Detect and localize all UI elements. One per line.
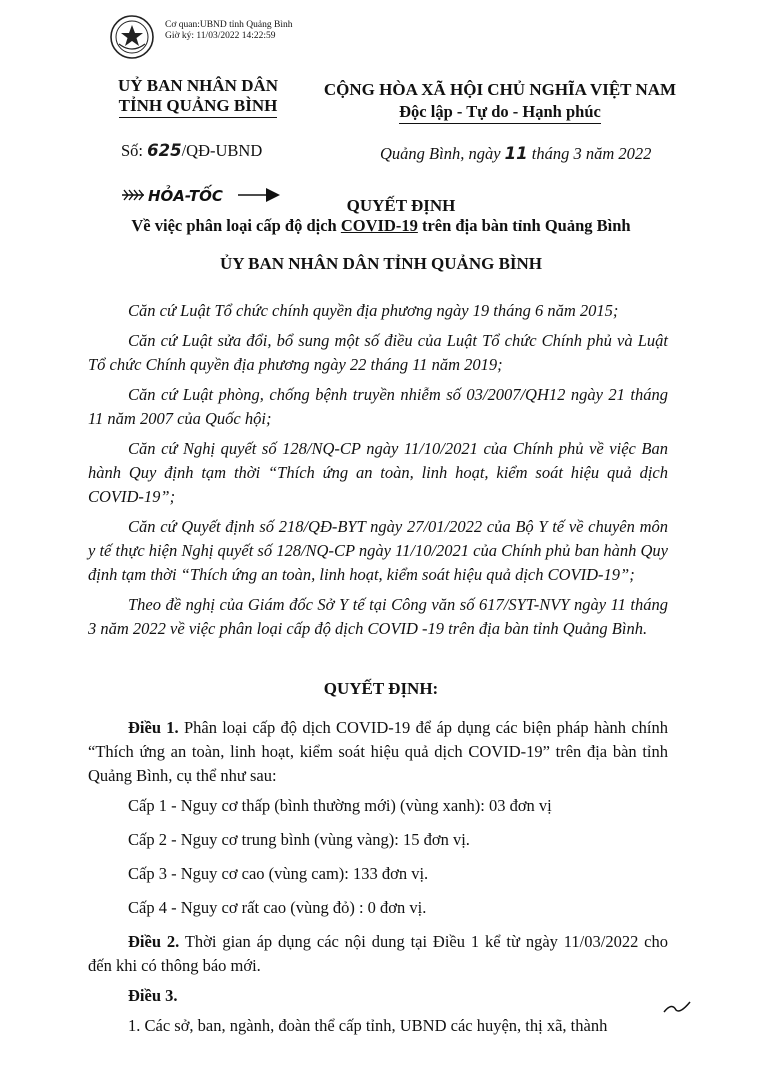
subject-underlined: COVID-19 bbox=[340, 216, 418, 235]
signature-agency: Cơ quan:UBND tỉnh Quảng Bình bbox=[165, 20, 293, 30]
number-prefix: Số: bbox=[121, 141, 148, 160]
preamble-item: Căn cứ Luật sửa đổi, bổ sung một số điều của Luật Tổ chức Chính phủ và Luật Tổ chức Chính quyền địa phương ngày 22 tháng 11 năm 2019; bbox=[88, 331, 668, 374]
digital-signature-info bbox=[165, 20, 292, 42]
date-before: Quảng Bình, ngày bbox=[380, 144, 505, 163]
article-3-item-1: 1. Các sở, ban, ngành, đoàn thể cấp tỉnh, UBND các huyện, thị xã, thành bbox=[128, 1016, 608, 1035]
article-1-label: Điều 1. bbox=[128, 718, 179, 737]
national-motto: Độc lập - Tự do - Hạnh phúc bbox=[399, 102, 601, 124]
date-handwritten: 11 bbox=[504, 144, 528, 163]
issuer-line-1: UỶ BAN NHÂN DÂN bbox=[117, 76, 279, 95]
preamble-item: Căn cứ Luật phòng, chống bệnh truyền nhiễm số 03/2007/QH12 ngày 21 tháng 11 năm 2007 của Quốc hội; bbox=[88, 385, 668, 428]
preamble-item: Căn cứ Quyết định số 218/QĐ-BYT ngày 27/01/2022 của Bộ Y tế về chuyên môn y tế thực hiện Nghị quyết số 128/NQ-CP ngày 11/10/2021 của Chính phủ ban hành Quy định tạm thời “Thích ứng an toàn, linh hoạt, kiểm soát hiệu quả dịch COVID-19”; bbox=[88, 517, 668, 584]
issuer-line-2: TỈNH QUẢNG BÌNH bbox=[119, 96, 278, 118]
subject-before: Về việc phân loại cấp độ dịch bbox=[131, 216, 341, 235]
preamble bbox=[88, 299, 668, 647]
subject-after: trên địa bàn tỉnh Quảng Bình bbox=[417, 216, 631, 235]
preamble-item: Theo đề nghị của Giám đốc Sở Y tế tại Công văn số 617/SYT-NVY ngày 11 tháng 3 năm 2022 về việc phân loại cấp độ dịch COVID -19 trên địa bàn tỉnh Quảng Bình. bbox=[88, 595, 668, 638]
document-date bbox=[380, 144, 651, 164]
date-after: tháng 3 năm 2022 bbox=[527, 144, 652, 163]
level-item: Cấp 4 - Nguy cơ rất cao (vùng đỏ) : 0 đơn vị. bbox=[128, 898, 427, 917]
level-item: Cấp 1 - Nguy cơ thấp (bình thường mới) (vùng xanh): 03 đơn vị bbox=[128, 796, 552, 815]
initial-mark bbox=[662, 998, 694, 1016]
national-header bbox=[305, 80, 695, 124]
signature-time: Giờ ký: 11/03/2022 14:22:59 bbox=[165, 31, 276, 41]
number-handwritten: 625 bbox=[147, 141, 182, 160]
articles bbox=[88, 716, 668, 1044]
national-title: CỘNG HÒA XÃ HỘI CHỦ NGHĨA VIỆT NAM bbox=[323, 80, 677, 99]
issuing-authority: ỦY BAN NHÂN DÂN TỈNH QUẢNG BÌNH bbox=[219, 254, 543, 273]
article-3-label: Điều 3. bbox=[128, 986, 178, 1005]
decision-heading: QUYẾT ĐỊNH: bbox=[323, 679, 439, 698]
national-emblem-seal bbox=[109, 14, 155, 60]
document-number bbox=[121, 141, 262, 161]
article-1 bbox=[88, 716, 668, 788]
issuer-header bbox=[108, 76, 288, 118]
urgent-stamp-text: HỎA-TỐC bbox=[148, 187, 223, 205]
level-item: Cấp 2 - Nguy cơ trung bình (vùng vàng): 15 đơn vị. bbox=[128, 830, 470, 849]
document-subject bbox=[0, 216, 762, 236]
preamble-item: Căn cứ Nghị quyết số 128/NQ-CP ngày 11/10/2021 của Chính phủ về việc Ban hành Quy định tạm thời “Thích ứng an toàn, linh hoạt, kiểm soát hiệu quả dịch COVID-19”; bbox=[88, 439, 668, 506]
article-1-text: Phân loại cấp độ dịch COVID-19 để áp dụng các biện pháp hành chính “Thích ứng an toàn, linh hoạt, kiểm soát hiệu quả dịch COVID-19” trên địa bàn tỉnh Quảng Bình, cụ thể như sau: bbox=[88, 718, 669, 785]
level-item: Cấp 3 - Nguy cơ cao (vùng cam): 133 đơn vị. bbox=[128, 864, 429, 883]
document-type: QUYẾT ĐỊNH bbox=[346, 196, 456, 215]
article-2-text: Thời gian áp dụng các nội dung tại Điều 1 kể từ ngày 11/03/2022 cho đến khi có thông báo mới. bbox=[88, 932, 669, 975]
preamble-item: Căn cứ Luật Tổ chức chính quyền địa phương ngày 19 tháng 6 năm 2015; bbox=[128, 301, 619, 320]
number-suffix: /QĐ-UBND bbox=[181, 141, 263, 160]
article-2 bbox=[88, 930, 668, 978]
article-2-label: Điều 2. bbox=[128, 932, 180, 951]
